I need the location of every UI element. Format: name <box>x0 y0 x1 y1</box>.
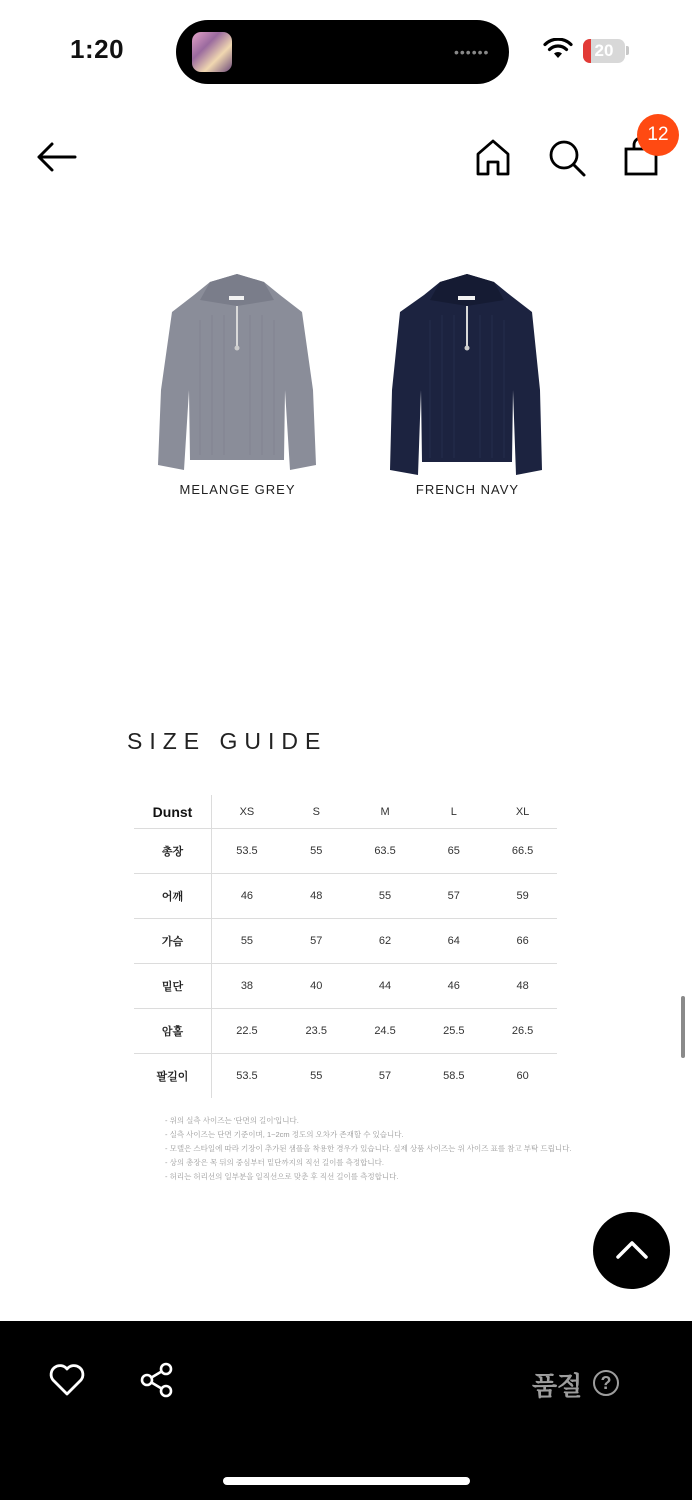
measurement-value: 66.5 <box>488 829 557 874</box>
measurement-value: 57 <box>419 874 488 919</box>
measurement-label: 팔길이 <box>134 1054 212 1099</box>
chevron-up-icon <box>615 1238 649 1260</box>
share-icon[interactable] <box>139 1361 177 1399</box>
measurement-value: 25.5 <box>419 1009 488 1054</box>
now-playing-artwork <box>192 32 232 72</box>
dynamic-island[interactable] <box>176 20 509 84</box>
measurement-value: 60 <box>516 1070 529 1082</box>
measurement-value: 65 <box>419 829 488 874</box>
island-dots: •••••• <box>454 44 490 60</box>
size-guide-table <box>134 795 557 1098</box>
measurement-value: 58.5 <box>443 1070 465 1082</box>
battery-cap <box>626 46 629 55</box>
table-row <box>134 919 557 964</box>
home-icon[interactable] <box>474 137 512 177</box>
sold-out-label: 품절 <box>532 1371 583 1401</box>
heart-icon[interactable] <box>48 1363 86 1397</box>
size-header: S <box>282 795 351 829</box>
measurement-value: 48 <box>282 874 351 919</box>
product-color-label: FRENCH NAVY <box>415 482 520 497</box>
measurement-value: 53.5 <box>236 1070 258 1082</box>
measurement-value: 57 <box>378 1070 392 1082</box>
measurement-value: 26.5 <box>488 1009 557 1054</box>
bottom-action-bar <box>0 1321 692 1500</box>
measurement-value: 24.5 <box>351 1009 420 1054</box>
measurement-value: 53.5 <box>212 829 282 874</box>
scrollbar[interactable] <box>681 996 685 1058</box>
table-row <box>134 829 557 874</box>
measurement-value: 44 <box>351 964 420 1009</box>
table-row <box>134 964 557 1009</box>
measurement-label: 가슴 <box>134 919 212 964</box>
back-arrow-icon[interactable] <box>34 140 78 174</box>
size-note: - 실측 사이즈는 단면 기준이며, 1~2cm 정도의 오차가 존재할 수 있습니다. <box>165 1130 404 1139</box>
measurement-value: 40 <box>282 964 351 1009</box>
table-row <box>134 1009 557 1054</box>
home-indicator[interactable] <box>223 1477 470 1485</box>
brand-label: Dunst <box>134 795 212 829</box>
measurement-value: 46 <box>419 964 488 1009</box>
help-icon[interactable]: ? <box>593 1370 619 1396</box>
measurement-label: 어깨 <box>134 874 212 919</box>
search-icon[interactable] <box>547 138 587 178</box>
measurement-value: 63.5 <box>351 829 420 874</box>
measurement-label: 암홀 <box>134 1009 212 1054</box>
size-note: - 허리는 허리선의 일부분을 일직선으로 맞춘 후 직선 길이를 측정합니다. <box>165 1172 399 1181</box>
status-time: 1:20 <box>70 34 125 64</box>
battery-indicator <box>583 39 625 63</box>
size-header: M <box>351 795 420 829</box>
measurement-value: 62 <box>351 919 420 964</box>
measurement-value: 66 <box>488 919 557 964</box>
measurement-value: 55 <box>351 874 420 919</box>
product-color-label: MELANGE GREY <box>179 482 296 497</box>
measurement-label: 밑단 <box>134 964 212 1009</box>
measurement-value: 55 <box>212 919 282 964</box>
measurement-value: 46 <box>212 874 282 919</box>
battery-percent: 20 <box>594 41 614 60</box>
cart-count-badge: 12 <box>637 114 679 156</box>
size-guide-notes <box>165 1114 585 1184</box>
measurement-value: 64 <box>419 919 488 964</box>
measurement-label: 총장 <box>134 829 212 874</box>
measurement-value: 59 <box>488 874 557 919</box>
measurement-value: 38 <box>212 964 282 1009</box>
scroll-to-top-button[interactable] <box>593 1212 670 1289</box>
measurement-value: 55 <box>282 829 351 874</box>
measurement-value: 23.5 <box>282 1009 351 1054</box>
table-row <box>134 874 557 919</box>
measurement-value: 48 <box>488 964 557 1009</box>
size-header: XL <box>488 795 557 829</box>
size-header-row <box>134 795 557 829</box>
size-note: - 상의 총장은 목 뒤의 중심부터 밑단까지의 직선 길이를 측정합니다. <box>165 1158 384 1167</box>
wifi-icon <box>543 38 573 60</box>
size-header: L <box>419 795 488 829</box>
size-header: XS <box>212 795 282 829</box>
product-image-french-navy[interactable] <box>380 270 555 480</box>
measurement-value: 22.5 <box>212 1009 282 1054</box>
size-guide-title: SIZE GUIDE <box>127 728 328 754</box>
measurement-value: 55 <box>310 1070 323 1082</box>
size-note: - 모델은 스타일에 따라 기장이 추가된 샘플을 착용한 경우가 있습니다. 실제 상품 사이즈는 위 사이즈 표를 참고 부탁 드립니다. <box>165 1144 572 1153</box>
measurement-value: 57 <box>282 919 351 964</box>
product-image-melange-grey[interactable] <box>150 270 325 480</box>
table-row <box>134 1054 557 1099</box>
size-note: - 위의 실측 사이즈는 '단면의 길이'입니다. <box>165 1116 299 1125</box>
